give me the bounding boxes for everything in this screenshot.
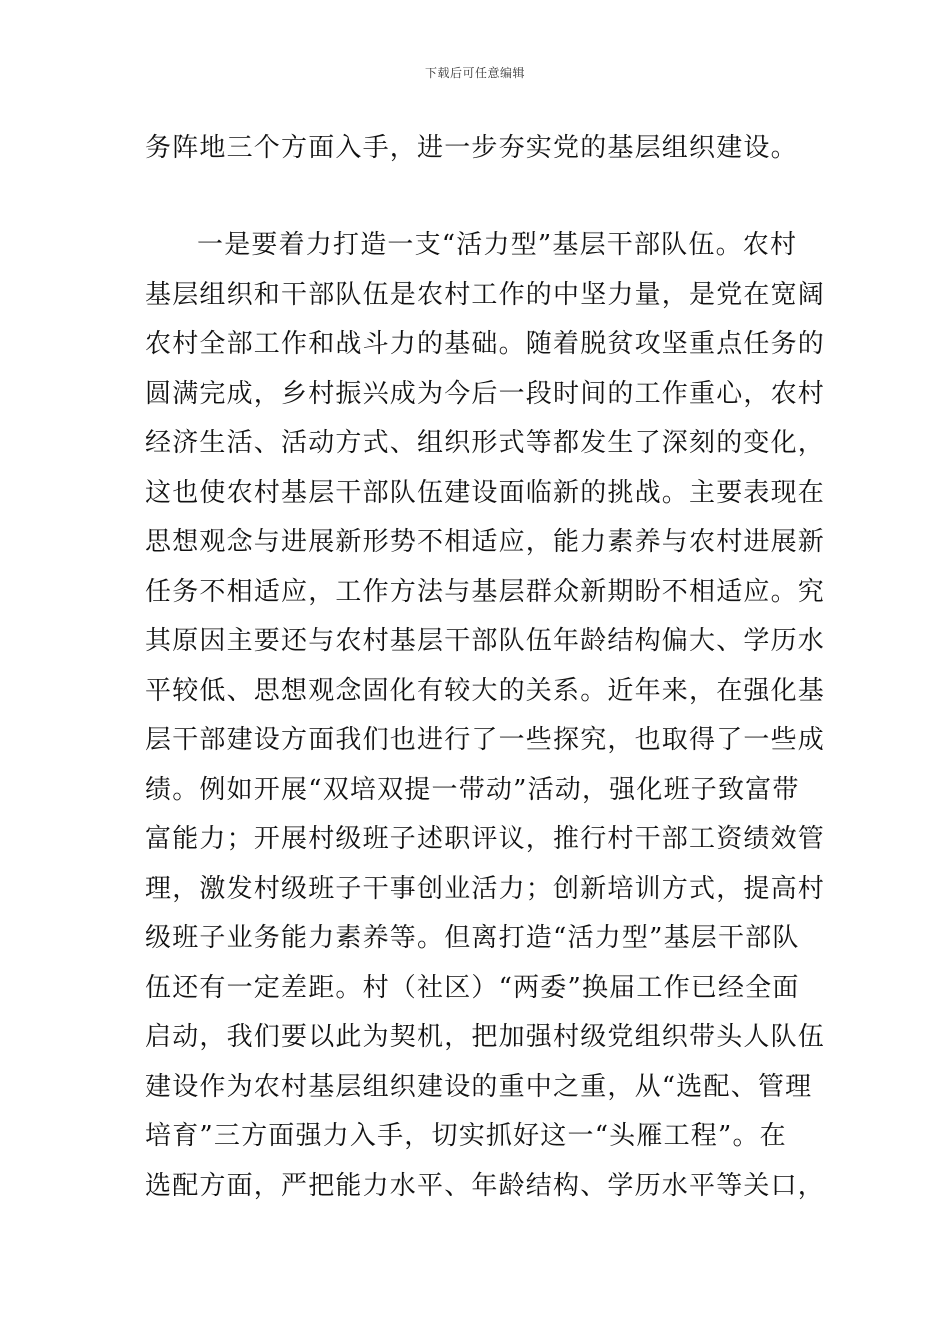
text-line: 平较低、思想观念固化有较大的关系。近年来，在强化基 [145,675,826,706]
text-line: 绩。例如开展“双培双提一带动”活动，强化班子致富带 [145,774,800,805]
text-line: 这也使农村基层干部队伍建设面临新的挑战。主要表现在 [145,477,826,508]
text-line: 选配方面，严把能力水平、年龄结构、学历水平等关口， [145,1170,826,1201]
header-note: 下载后可任意编辑 [424,66,525,80]
text-line: 富能力；开展村级班子述职评议，推行村干部工资绩效管 [145,824,826,854]
text-line: 伍还有一定差距。村（社区）“两委”换届工作已经全面 [145,972,800,1003]
intro-paragraph [145,124,810,174]
text-line: 圆满完成，乡村振兴成为今后一段时间的工作重心，农村 [145,378,826,409]
text-line: 建设作为农村基层组织建设的重中之重，从“选配、管理 [145,1071,813,1102]
text-line: 务阵地三个方面入手，进一步夯实党的基层组织建设。 [145,133,798,163]
text-line: 层干部建设方面我们也进行了一些探究，也取得了一些成 [145,725,826,755]
main-paragraph [145,221,826,1211]
text-line: 理，激发村级班子干事创业活力；创新培训方式，提高村 [145,873,826,904]
text-line: 级班子业务能力素养等。但离打造“活力型”基层干部队 [145,923,800,953]
text-line: 培育”三方面强力入手，切实抓好这一“头雁工程”。在 [145,1121,787,1151]
text-line: 一是要着力打造一支“活力型”基层干部队伍。农村 [197,230,798,260]
text-line: 启动，我们要以此为契机，把加强村级党组织带头人队伍 [145,1022,826,1052]
text-line: 经济生活、活动方式、组织形式等都发生了深刻的变化， [145,428,826,458]
text-line: 农村全部工作和战斗力的基础。随着脱贫攻坚重点任务的 [145,329,826,359]
text-line: 思想观念与进展新形势不相适应，能力素养与农村进展新 [145,527,826,557]
text-line: 基层组织和干部队伍是农村工作的中坚力量，是党在宽阔 [145,279,826,310]
text-line: 其原因主要还与农村基层干部队伍年龄结构偏大、学历水 [145,626,826,656]
text-line: 任务不相适应，工作方法与基层群众新期盼不相适应。究 [145,576,826,607]
